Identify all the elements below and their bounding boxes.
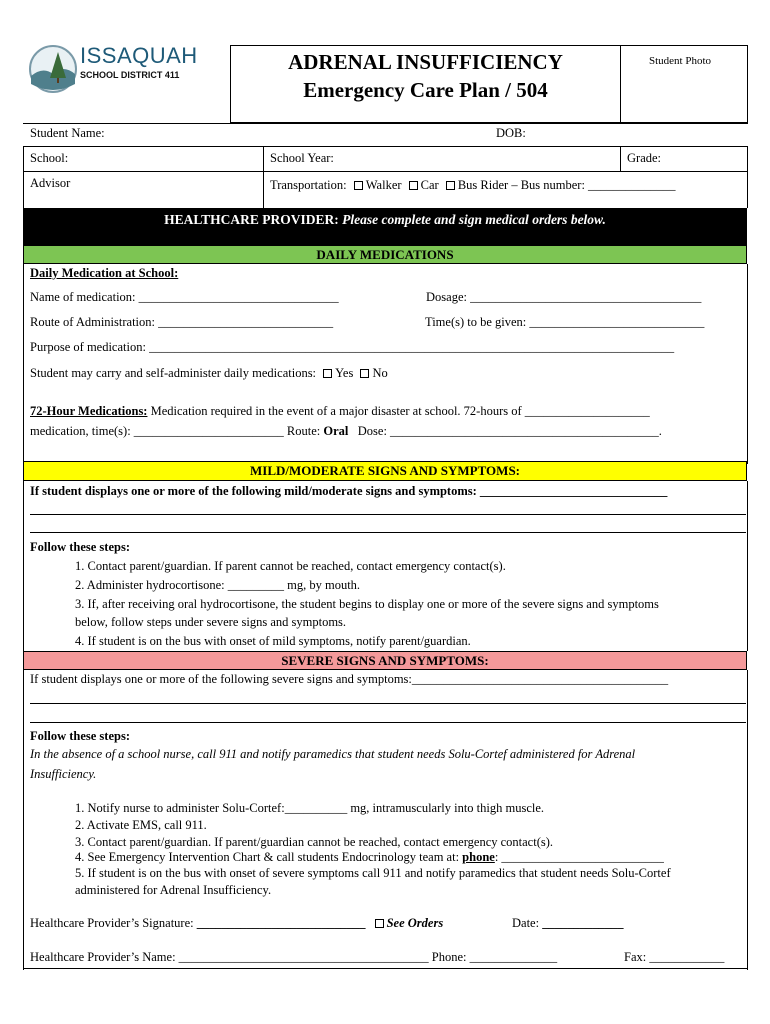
no-label: No bbox=[372, 366, 388, 380]
yes-label: Yes bbox=[335, 366, 354, 380]
mild-blank-line-2[interactable] bbox=[30, 532, 746, 533]
daily-medications-band: DAILY MEDICATIONS bbox=[23, 245, 747, 264]
72-hour-label: 72-Hour Medications: bbox=[30, 404, 148, 418]
severe-blank-line-2[interactable] bbox=[30, 722, 746, 723]
provider-name-row bbox=[30, 950, 557, 965]
severe-step-4 bbox=[75, 850, 664, 865]
mild-moderate-band: MILD/MODERATE SIGNS AND SYMPTOMS: bbox=[23, 461, 747, 481]
mild-step-1: 1. Contact parent/guardian. If parent cannot be reached, contact emergency contact(s). bbox=[75, 559, 506, 573]
purpose-field[interactable]: Purpose of medication: ____________________________________________________________________________________ bbox=[30, 340, 675, 354]
dob-field[interactable]: DOB: bbox=[496, 126, 526, 140]
mild-blank-line-1[interactable] bbox=[30, 514, 746, 515]
self-admin-no-checkbox[interactable] bbox=[360, 369, 369, 378]
school-field[interactable]: School: bbox=[30, 151, 69, 165]
daily-medication-heading: Daily Medication at School: bbox=[30, 266, 179, 280]
route-field[interactable]: Route of Administration: ____________________________ bbox=[30, 315, 334, 329]
self-admin-row bbox=[30, 366, 388, 381]
provider-name-label: Healthcare Provider’s Name: bbox=[30, 950, 179, 964]
provider-fax-field[interactable]: Fax: ____________ bbox=[624, 950, 725, 964]
route-oral: Oral bbox=[323, 424, 349, 438]
72-hour-line2-a: medication, time(s): ________________________ Route: bbox=[30, 424, 324, 438]
severe-step-5-cont: administered for Adrenal Insufficiency. bbox=[75, 883, 272, 897]
mild-step-4: 4. If student is on the bus with onset of mild symptoms, notify parent/guardian. bbox=[75, 634, 471, 648]
page-title: ADRENAL INSUFFICIENCY bbox=[288, 50, 563, 74]
bus-rider-label: Bus Rider – Bus number: ______________ bbox=[457, 178, 676, 192]
transportation-label: Transportation: bbox=[270, 178, 347, 192]
self-admin-yes-checkbox[interactable] bbox=[323, 369, 332, 378]
severe-step-4-text: 4. See Emergency Intervention Chart & call students Endocrinology team at: bbox=[75, 850, 463, 864]
72-hour-text: Medication required in the event of a major disaster at school. 72-hours of ____________________ bbox=[147, 404, 650, 418]
logo-name: ISSAQUAH bbox=[80, 43, 198, 68]
car-checkbox[interactable] bbox=[409, 181, 418, 190]
72-hour-line2-b: Dose: ___________________________________________. bbox=[348, 424, 662, 438]
signature-label: Healthcare Provider’s Signature: bbox=[30, 916, 197, 930]
grade-field[interactable]: Grade: bbox=[627, 151, 662, 165]
mild-step-2: 2. Administer hydrocortisone: _________ mg, by mouth. bbox=[75, 578, 361, 592]
car-label: Car bbox=[420, 178, 439, 192]
date-label: Date: bbox=[512, 916, 543, 930]
mild-step-3-cont: below, follow steps under severe signs and symptoms. bbox=[75, 615, 347, 629]
mild-step-3: 3. If, after receiving oral hydrocortisone, the student begins to display one or more of the severe signs and symptoms bbox=[75, 597, 659, 611]
endocrinology-phone-field[interactable]: : __________________________ bbox=[494, 850, 664, 864]
72-hour-medications-line1[interactable] bbox=[30, 404, 650, 419]
dosage-field[interactable]: Dosage: _____________________________________ bbox=[426, 290, 702, 304]
severe-note-line1: In the absence of a school nurse, call 911 and notify paramedics that student needs Solu-Cortef administered for Adrenal bbox=[30, 747, 636, 761]
date-field[interactable]: _____________ bbox=[542, 916, 624, 930]
see-orders-label: See Orders bbox=[386, 916, 444, 930]
see-orders-checkbox[interactable] bbox=[375, 919, 384, 928]
student-photo-label: Student Photo bbox=[648, 55, 712, 67]
severe-step-3: 3. Contact parent/guardian. If parent/guardian cannot be reached, contact emergency contact(s). bbox=[75, 835, 554, 849]
walker-label: Walker bbox=[365, 178, 402, 192]
provider-band-italic: Please complete and sign medical orders below. bbox=[342, 212, 606, 227]
severe-blank-line-1[interactable] bbox=[30, 703, 746, 704]
mild-intro[interactable]: If student displays one or more of the following mild/moderate signs and symptoms: ______________________________ bbox=[30, 484, 668, 498]
logo-district: SCHOOL DISTRICT 411 bbox=[80, 70, 180, 80]
provider-phone-field[interactable]: Phone: ______________ bbox=[428, 950, 558, 964]
severe-follow-heading: Follow these steps: bbox=[30, 729, 130, 743]
page-subtitle: Emergency Care Plan / 504 bbox=[303, 78, 548, 102]
logo-emblem-icon bbox=[28, 44, 78, 94]
provider-name-field[interactable]: ________________________________________ bbox=[178, 950, 429, 964]
signature-row bbox=[30, 916, 443, 931]
severe-band: SEVERE SIGNS AND SYMPTOMS: bbox=[23, 651, 747, 670]
mild-follow-heading: Follow these steps: bbox=[30, 540, 130, 554]
healthcare-provider-band bbox=[23, 208, 747, 245]
severe-intro[interactable]: If student displays one or more of the following severe signs and symptoms:_________________________________________ bbox=[30, 672, 669, 686]
provider-band-bold: HEALTHCARE PROVIDER: bbox=[164, 212, 339, 227]
signature-field[interactable]: ___________________________ bbox=[196, 916, 366, 930]
walker-checkbox[interactable] bbox=[354, 181, 363, 190]
72-hour-medications-line2[interactable] bbox=[30, 424, 662, 439]
medication-name-field[interactable]: Name of medication: ________________________________ bbox=[30, 290, 339, 304]
transportation-row bbox=[270, 178, 676, 193]
bus-rider-checkbox[interactable] bbox=[446, 181, 455, 190]
student-name-field[interactable]: Student Name: bbox=[30, 126, 105, 140]
severe-step-5: 5. If student is on the bus with onset of severe symptoms call 911 and notify paramedics that student needs Solu-Cortef bbox=[75, 866, 671, 880]
phone-word: phone bbox=[462, 850, 495, 864]
advisor-field[interactable]: Advisor bbox=[30, 176, 71, 190]
date-row bbox=[512, 916, 623, 931]
severe-note-line2: Insufficiency. bbox=[30, 767, 97, 781]
times-field[interactable]: Time(s) to be given: ____________________________ bbox=[425, 315, 705, 329]
school-year-field[interactable]: School Year: bbox=[270, 151, 334, 165]
severe-step-2: 2. Activate EMS, call 911. bbox=[75, 818, 207, 832]
severe-step-1: 1. Notify nurse to administer Solu-Cortef:__________ mg, intramuscularly into thigh muscle. bbox=[75, 801, 545, 815]
self-admin-label: Student may carry and self-administer daily medications: bbox=[30, 366, 317, 380]
district-logo bbox=[28, 44, 208, 94]
